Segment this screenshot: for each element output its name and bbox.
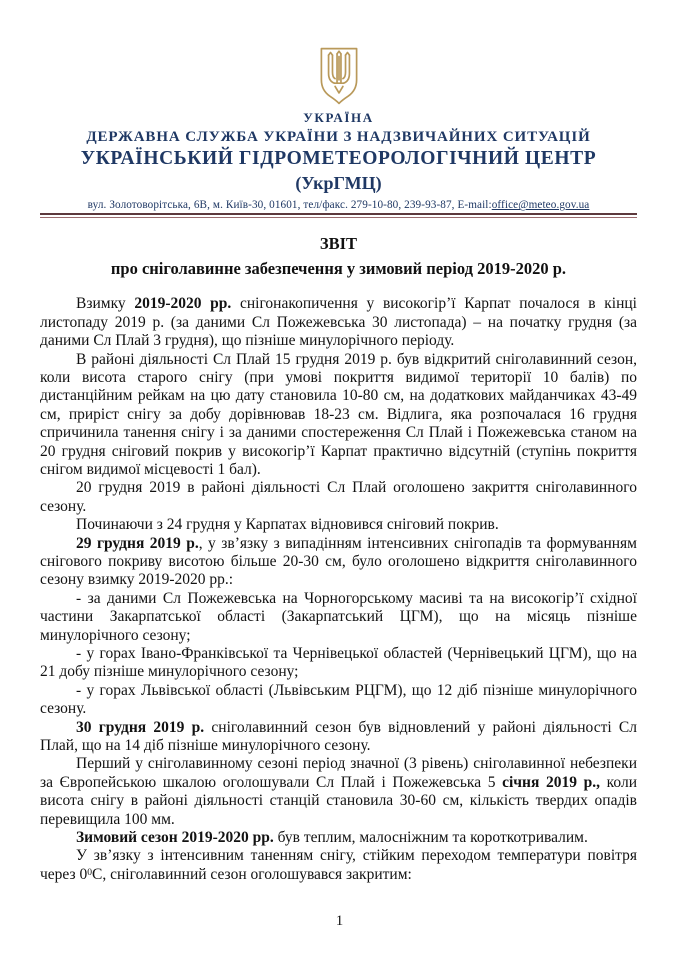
paragraph: 30 грудня 2019 р. сніголавинний сезон був відновлений у районі діяльності Сл Плай, що на 14 діб пізніше минулорічного сезону. xyxy=(40,718,637,755)
report-subtitle: про сніголавинне забезпечення у зимовий період 2019-2020 р. xyxy=(110,259,567,279)
paragraph: - за даними Сл Пожежевська на Чорногорському масиві та на високогір’ї східної частини Закарпатської області (Закарпатський ЦГМ), що на місяць пізніше минулорічного сезону; xyxy=(40,589,637,644)
coat-of-arms xyxy=(40,46,637,106)
header-organization-abbr: (УкрГМЦ) xyxy=(295,172,382,193)
document-body xyxy=(40,295,637,884)
paragraph: - у горах Львівської області (Львівським РЦГМ), що 12 діб пізніше минулорічного сезону. xyxy=(40,681,637,718)
report-title: ЗВІТ xyxy=(319,234,358,254)
letterhead-divider xyxy=(40,213,637,218)
paragraph: Зимовий сезон 2019-2020 рр. був теплим, малосніжним та короткотривалим. xyxy=(76,829,588,847)
paragraph: Взимку 2019-2020 рр. снігонакопичення у високогір’ї Карпат почалося в кінці листопаду 2019 р. (за даними Сл Пожежевська 30 листопада) – на початку грудня (за даними Сл Плай 3 грудня), що пізніше минулорічного періоду. xyxy=(40,295,637,350)
header-country: УКРАЇНА xyxy=(303,110,374,125)
paragraph: 20 грудня 2019 в районі діяльності Сл Плай оголошено закриття сніголавинного сезону. xyxy=(40,479,637,515)
paragraph: 29 грудня 2019 р., у зв’язку з випадінням інтенсивних снігопадів та формуванням снігового покриву висотою більше 20-30 см, було оголошено відкриття сніголавинного сезону взимку 2019-2020 рр.: xyxy=(40,534,637,589)
ukraine-trident-icon xyxy=(317,46,361,106)
header-address-line xyxy=(40,199,637,211)
address-text: вул. Золотоворітська, 6В, м. Київ-30, 01601, тел/факс. 279-10-80, 239-93-87, E-mail: xyxy=(87,199,492,212)
paragraph: В районі діяльності Сл Плай 15 грудня 2019 р. був відкритий сніголавинний сезон, коли висота старого снігу (при умові покриття видимої території 10 балів) по дистанційним рейкам на цю дату становила 10-80 см, на додаткових майданчиках 43-49 см, приріст снігу за добу дорівнював 18-23 см. Відлига, яка розпочалася 16 грудня спричинила танення снігу і за даними спостереження Сл Плай і Пожежевська станом на 20 грудня сніговий покрив у високогір’ї Карпат практично відсутній (ступінь покриття снігом видимої місцевості 1 бал). xyxy=(40,350,637,478)
paragraph: - у горах Івано-Франківської та Чернівецької областей (Чернівецький ЦГМ), що на 21 добу пізніше минулорічного сезону; xyxy=(40,645,637,681)
page-number: 1 xyxy=(335,913,344,929)
email-link[interactable]: office@meteo.gov.ua xyxy=(491,199,590,212)
paragraph: Починаючи з 24 грудня у Карпатах відновився сніговий покрив. xyxy=(76,516,499,534)
header-organization-name: УКРАЇНСЬКИЙ ГІДРОМЕТЕОРОЛОГІЧНИЙ ЦЕНТР xyxy=(80,148,597,170)
header-agency-name: ДЕРЖАВНА СЛУЖБА УКРАЇНИ З НАДЗВИЧАЙНИХ СИТУАЦІЙ xyxy=(86,128,591,145)
paragraph: У зв’язку з інтенсивним таненням снігу, стійким переходом температури повітря через $0^0С$, сніголавинний сезон оголошувався закритим: xyxy=(40,847,637,883)
paragraph: Перший у сніголавинному сезоні період значної (3 рівень) сніголавинної небезпеки за Європейською шкалою оголошували Сл Плай і Пожежевська 5 січня 2019 р., коли висота снігу в районі діяльності станцій становила 30-60 см, кількість твердих опадів перевищила 100 мм. xyxy=(40,755,637,828)
